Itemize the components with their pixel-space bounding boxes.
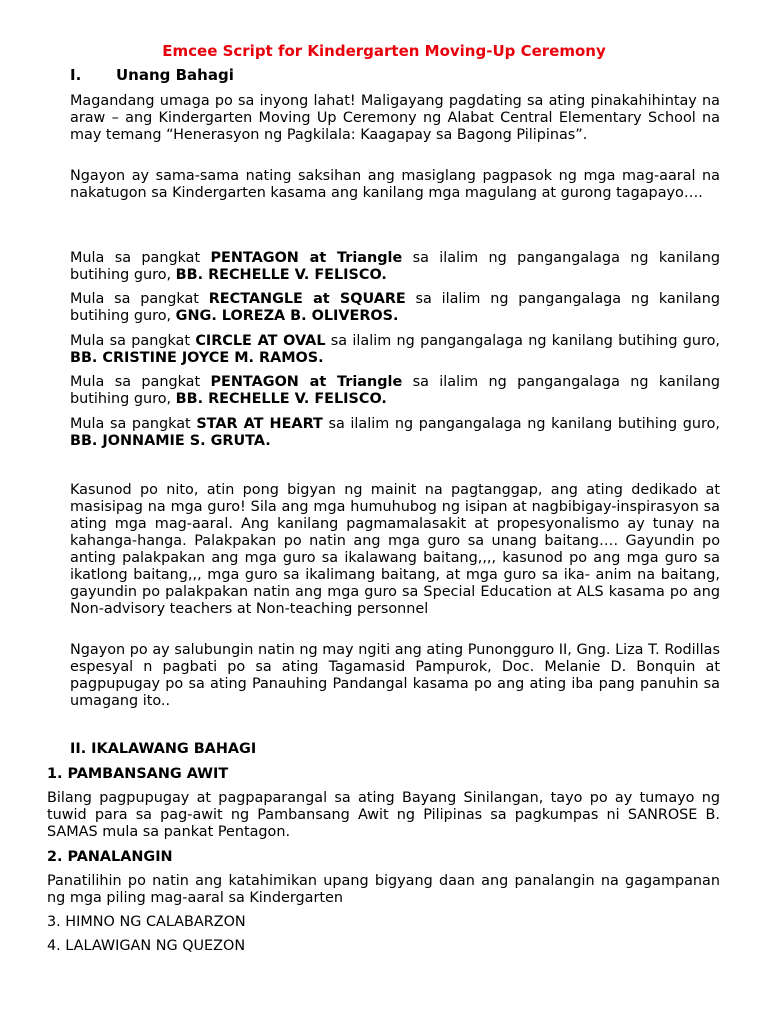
paragraph-text: Ngayon po ay salubungin natin ng may ngiti ang ating Punongguro II, Gng. Liza T. Rodillas espesyal n pagbati po sa ating Tagamasid Pampurok, Doc. Melanie D. Bonquin at pagpupugay po sa ating Panauhing Pandangal kasama po ang ating iba pang panuhin sa umagang ito..	[70, 642, 720, 709]
item-heading-4: 4. LALAWIGAN NG QUEZON	[47, 938, 246, 954]
group-name: CIRCLE AT OVAL	[195, 333, 326, 349]
section-number: I.	[70, 66, 82, 84]
group-name: STAR AT HEART	[196, 416, 323, 432]
teacher-name: BB. RECHELLE V. FELISCO.	[175, 391, 387, 407]
welcome-paragraph	[70, 642, 720, 710]
paragraph-text: Ngayon ay sama-sama nating saksihan ang masiglang pagpasok ng mga mag-aaral na nakatugon sa Kindergarten kasama ang kanilang mga magulang at gurong tagapayo….	[70, 168, 720, 201]
group-middle: sa ilalim ng pangangalaga ng kanilang butihing guro,	[325, 333, 720, 349]
group-name: PENTAGON at Triangle	[210, 374, 403, 390]
paragraph-text: Bilang pagpupugay at pagpaparangal sa ating Bayang Sinilangan, tayo po ay tumayo ng tuwid para sa pag-awit ng Pambansang Awit ng Pilipinas sa pagkumpas ni SANROSE B. SAMAS mula sa pankat Pentagon.	[47, 790, 720, 840]
item-heading-2: 2. PANALANGIN	[47, 849, 173, 865]
section-heading-1	[70, 67, 234, 84]
document-title: Emcee Script for Kindergarten Moving-Up Ceremony	[162, 42, 606, 60]
group-name: PENTAGON at Triangle	[210, 250, 403, 266]
group-entry	[70, 291, 720, 325]
paragraph-text: Kasunod po nito, atin pong bigyan ng mainit na pagtanggap, ang ating dedikado at masisipag na mga guro! Sila ang mga humuhubog ng isipan at nagbibigay-inspirasyon sa ating mga mag-aaral. Ang kanilang pagmamalasakit at propesyonalismo ay tunay na kahanga-hanga. Palakpakan po natin ang mga guro sa unang baitang…. Gayundin po anting palakpakan ang mga guro sa ikalawang baitang,,,, kasunod po ang mga guro sa ikatlong baitang,,, mga guro sa ikalimang baitang, at mga guro sa ika- anim na baitang, gayundin po palakpakan natin ang mga guro sa Special Education at ALS kasama po ang Non-advisory teachers at Non-teaching personnel	[70, 482, 720, 617]
teacher-name: GNG. LOREZA B. OLIVEROS.	[175, 308, 399, 324]
group-entry	[70, 250, 720, 284]
item-paragraph-1	[47, 790, 720, 841]
group-prefix: Mula sa pangkat	[70, 333, 196, 349]
group-entry	[70, 333, 720, 367]
group-middle: sa ilalim ng pangangalaga ng kanilang butihing guro,	[70, 374, 721, 407]
section-title: Unang Bahagi	[116, 66, 234, 84]
group-prefix: Mula sa pangkat	[70, 250, 211, 266]
teacher-name: BB. JONNAMIE S. GRUTA.	[70, 433, 271, 449]
paragraph-text: Magandang umaga po sa inyong lahat! Maligayang pagdating sa ating pinakahihintay na araw – ang Kindergarten Moving Up Ceremony ng Alabat Central Elementary School na may temang “Henerasyon ng Pagkilala: Kaagapay sa Bagong Pilipinas”.	[70, 93, 720, 143]
item-paragraph-2	[47, 873, 720, 907]
paragraph-text: Panatilihin po natin ang katahimikan upang bigyang daan ang panalangin na gagampanan ng mga piling mag-aaral sa Kindergarten	[47, 873, 720, 906]
group-middle: sa ilalim ng pangangalaga ng kanilang butihing guro,	[70, 291, 720, 324]
item-heading-1: 1. PAMBANSANG AWIT	[47, 766, 229, 782]
group-prefix: Mula sa pangkat	[70, 374, 211, 390]
group-prefix: Mula sa pangkat	[70, 291, 209, 307]
group-entry	[70, 374, 720, 408]
teacher-name: BB. RECHELLE V. FELISCO.	[175, 267, 387, 283]
group-entry	[70, 416, 720, 450]
group-name: RECTANGLE at SQUARE	[208, 291, 406, 307]
group-middle: sa ilalim ng pangangalaga ng kanilang butihing guro,	[322, 416, 720, 432]
intro-paragraph-2	[70, 168, 720, 202]
item-heading-3: 3. HIMNO NG CALABARZON	[47, 914, 246, 930]
group-middle: sa ilalim ng pangangalaga ng kanilang butihing guro,	[70, 250, 721, 283]
teachers-paragraph	[70, 482, 720, 618]
group-prefix: Mula sa pangkat	[70, 416, 197, 432]
teacher-name: BB. CRISTINE JOYCE M. RAMOS.	[70, 350, 324, 366]
section-heading-2: II. IKALAWANG BAHAGI	[70, 741, 257, 757]
intro-paragraph-1	[70, 93, 720, 144]
